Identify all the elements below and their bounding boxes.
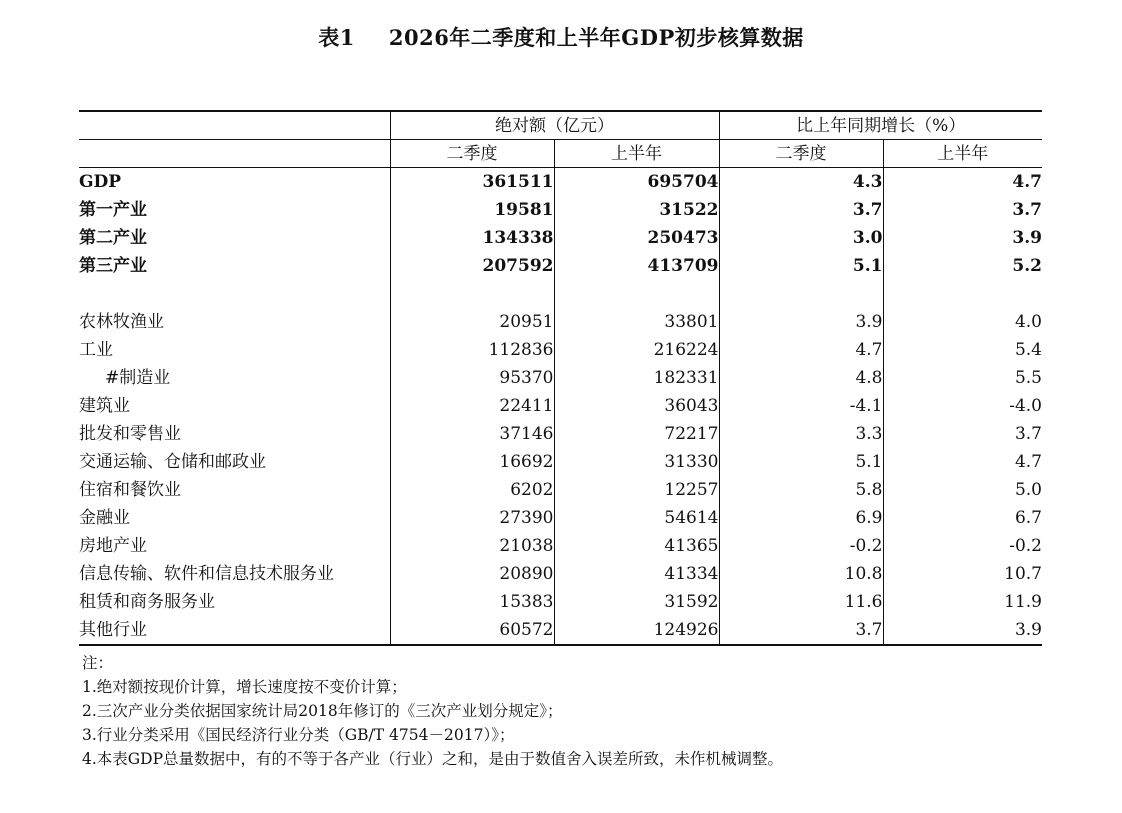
row-label: 租赁和商务服务业 (79, 592, 215, 612)
table-row (79, 392, 1042, 420)
cell-abs-q2: 22411 (390, 392, 554, 420)
table-row (79, 616, 1042, 645)
row-label: 第二产业 (79, 228, 147, 248)
table-row-secondary (79, 224, 1042, 252)
header-corner (79, 111, 390, 140)
cell-growth-q2: 4.8 (719, 364, 883, 392)
table-row-primary (79, 196, 1042, 224)
cell-abs-q2: 37146 (390, 420, 554, 448)
cell-growth-h1: 11.9 (883, 588, 1042, 616)
cell-growth-q2: 3.3 (719, 420, 883, 448)
row-label: GDP (79, 172, 122, 192)
cell-growth-h1: 3.7 (883, 196, 1042, 224)
cell-growth-q2: 5.8 (719, 476, 883, 504)
cell-growth-h1: -4.0 (883, 392, 1042, 420)
cell-growth-h1: 3.7 (883, 420, 1042, 448)
row-label: 信息传输、软件和信息技术服务业 (79, 564, 334, 584)
cell-growth-h1: 5.0 (883, 476, 1042, 504)
note-item: 3.行业分类采用《国民经济行业分类（GB/T 4754－2017）》； (82, 726, 515, 744)
header-growth-q2: 二季度 (719, 140, 883, 168)
cell-abs-q2: 20890 (390, 560, 554, 588)
table-spacer-row (79, 280, 1042, 308)
header-growth-group: 比上年同期增长（%） (719, 111, 1042, 140)
cell-abs-h1: 54614 (554, 504, 719, 532)
note-item: 2.三次产业分类依据国家统计局2018年修订的《三次产业划分规定》； (82, 702, 563, 720)
cell-abs-h1: 413709 (554, 252, 719, 280)
cell-abs-h1: 72217 (554, 420, 719, 448)
cell-abs-q2: 27390 (390, 504, 554, 532)
table-row (79, 420, 1042, 448)
cell-abs-h1: 41334 (554, 560, 719, 588)
cell-abs-h1: 36043 (554, 392, 719, 420)
header-row-periods (79, 140, 1042, 168)
cell-growth-q2: 3.9 (719, 308, 883, 336)
table-row (79, 560, 1042, 588)
cell-growth-q2: 3.7 (719, 196, 883, 224)
table-row (79, 588, 1042, 616)
cell-growth-q2: -0.2 (719, 532, 883, 560)
cell-abs-h1: 12257 (554, 476, 719, 504)
cell-growth-h1: 4.0 (883, 308, 1042, 336)
cell-growth-h1: -0.2 (883, 532, 1042, 560)
table-number: 表1 (318, 25, 355, 50)
cell-abs-q2: 60572 (390, 616, 554, 645)
table-row (79, 532, 1042, 560)
row-label: #制造业 (105, 368, 171, 388)
cell-abs-h1: 33801 (554, 308, 719, 336)
table-row (79, 504, 1042, 532)
table-row-tertiary (79, 252, 1042, 280)
cell-abs-h1: 31522 (554, 196, 719, 224)
cell-growth-q2: 3.0 (719, 224, 883, 252)
cell-abs-h1: 695704 (554, 168, 719, 197)
gdp-table (79, 110, 1042, 646)
row-label: 交通运输、仓储和邮政业 (79, 452, 266, 472)
cell-abs-h1: 216224 (554, 336, 719, 364)
cell-abs-h1: 31592 (554, 588, 719, 616)
row-label: 第一产业 (79, 200, 147, 220)
cell-abs-q2: 207592 (390, 252, 554, 280)
cell-growth-h1: 6.7 (883, 504, 1042, 532)
header-abs-h1: 上半年 (554, 140, 719, 168)
cell-growth-q2: 10.8 (719, 560, 883, 588)
cell-growth-q2: 11.6 (719, 588, 883, 616)
cell-growth-h1: 10.7 (883, 560, 1042, 588)
table-title (0, 22, 1122, 52)
table-row (79, 336, 1042, 364)
cell-growth-q2: 5.1 (719, 448, 883, 476)
table-notes (82, 651, 783, 771)
cell-abs-q2: 95370 (390, 364, 554, 392)
cell-growth-q2: 3.7 (719, 616, 883, 645)
notes-heading: 注： (82, 654, 114, 672)
cell-abs-q2: 16692 (390, 448, 554, 476)
cell-growth-h1: 5.4 (883, 336, 1042, 364)
row-label: 工业 (79, 340, 113, 360)
header-absolute-group: 绝对额（亿元） (390, 111, 719, 140)
cell-growth-q2: 4.3 (719, 168, 883, 197)
note-item: 1.绝对额按现价计算，增长速度按不变价计算； (82, 678, 407, 696)
cell-abs-h1: 124926 (554, 616, 719, 645)
cell-abs-q2: 20951 (390, 308, 554, 336)
table-row (79, 476, 1042, 504)
row-label: 批发和零售业 (79, 424, 181, 444)
cell-growth-h1: 3.9 (883, 616, 1042, 645)
cell-growth-q2: 6.9 (719, 504, 883, 532)
cell-growth-h1: 5.2 (883, 252, 1042, 280)
cell-growth-q2: -4.1 (719, 392, 883, 420)
cell-abs-q2: 134338 (390, 224, 554, 252)
cell-growth-h1: 4.7 (883, 168, 1042, 197)
row-label: 金融业 (79, 508, 130, 528)
table-row (79, 448, 1042, 476)
cell-abs-q2: 19581 (390, 196, 554, 224)
cell-abs-q2: 21038 (390, 532, 554, 560)
table-row (79, 364, 1042, 392)
cell-growth-h1: 4.7 (883, 448, 1042, 476)
cell-growth-q2: 4.7 (719, 336, 883, 364)
row-label: 农林牧渔业 (79, 312, 164, 332)
row-label: 第三产业 (79, 256, 147, 276)
cell-growth-h1: 3.9 (883, 224, 1042, 252)
header-abs-q2: 二季度 (390, 140, 554, 168)
row-label: 住宿和餐饮业 (79, 480, 181, 500)
cell-abs-q2: 6202 (390, 476, 554, 504)
cell-growth-q2: 5.1 (719, 252, 883, 280)
cell-abs-q2: 15383 (390, 588, 554, 616)
header-row-groups (79, 111, 1042, 140)
note-item: 4.本表GDP总量数据中，有的不等于各产业（行业）之和，是由于数值舍入误差所致，未作机械调整。 (82, 750, 784, 768)
table-title-text: 2026年二季度和上半年GDP初步核算数据 (388, 25, 804, 50)
cell-abs-h1: 182331 (554, 364, 719, 392)
row-label: 房地产业 (79, 536, 147, 556)
table-row-gdp (79, 168, 1042, 197)
cell-abs-q2: 361511 (390, 168, 554, 197)
header-corner-2 (79, 140, 390, 168)
cell-abs-h1: 41365 (554, 532, 719, 560)
row-label: 其他行业 (79, 616, 390, 645)
table-row (79, 308, 1042, 336)
row-label: 建筑业 (79, 396, 130, 416)
cell-abs-h1: 31330 (554, 448, 719, 476)
cell-abs-h1: 250473 (554, 224, 719, 252)
cell-abs-q2: 112836 (390, 336, 554, 364)
cell-growth-h1: 5.5 (883, 364, 1042, 392)
header-growth-h1: 上半年 (883, 140, 1042, 168)
